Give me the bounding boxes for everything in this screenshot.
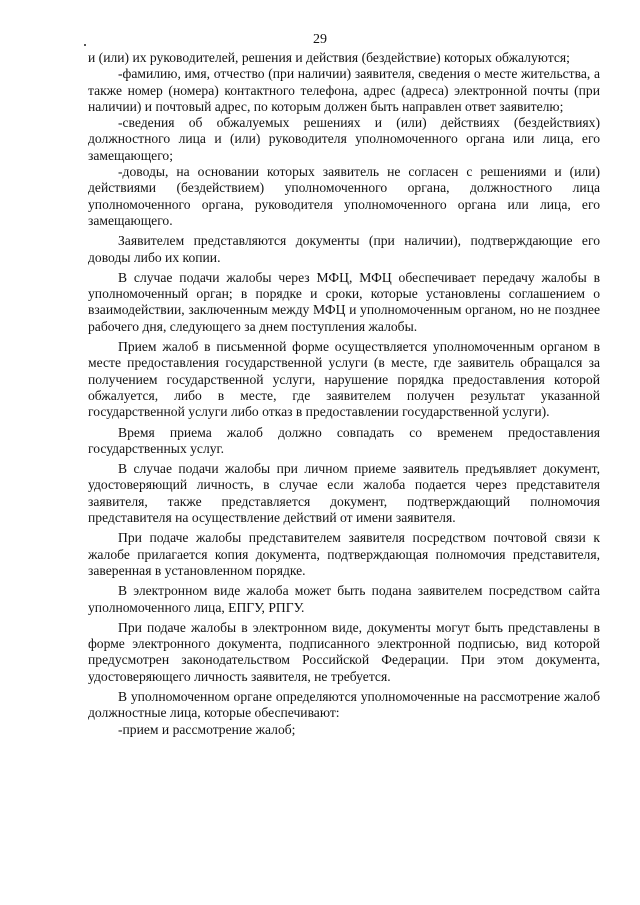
page-number: 29 bbox=[313, 32, 327, 47]
paragraph-arguments: -доводы, на основании которых заявитель не согласен с решениями и (или) действиями (бездействием) уполномоченного органа, должностного лица уполномоченного органа, руководителя уполномоченного органа или лица, его замещающего. bbox=[88, 164, 600, 228]
paragraph-electronic-channels: В электронном виде жалоба может быть подана заявителем посредством сайта уполномоченного лица, ЕПГУ, РПГУ. bbox=[88, 583, 600, 615]
paragraph-continuation: и (или) их руководителей, решения и действия (бездействие) которых обжалуются; bbox=[88, 50, 570, 65]
paragraph-electronic-documents: При подаче жалобы в электронном виде, документы могут быть представлены в форме электронного документа, подписанного электронной подписью, вид которой предусмотрен законодательством Российской Федерации. При этом документа, удостоверяющего личность заявителя, не требуется. bbox=[88, 619, 600, 684]
paragraph-written-form: Прием жалоб в письменной форме осуществляется уполномоченным органом в месте предоставления государственной услуги (в месте, где заявитель обращался за получением государственной услуги, нарушение порядка предоставления которой обжалуется, либо в месте, где заявителем получен результат указанной государственной услуги либо отказ в предоставлении государственной услуги). bbox=[88, 339, 600, 420]
paragraph-reception-time: Время приема жалоб должно совпадать со временем предоставления государственных услуг. bbox=[88, 424, 600, 456]
paragraph-applicant-details: -фамилию, имя, отчество (при наличии) заявителя, сведения о месте жительства, а также номер (номера) контактного телефона, адрес (адреса) электронной почты (при наличии) и почтовый адрес, по которым должен быть направлен ответ заявителю; bbox=[88, 66, 600, 114]
paragraph-mfc-submission: В случае подачи жалобы через МФЦ, МФЦ обеспечивает передачу жалобы в уполномоченный орган; в порядке и сроки, которые установлены соглашением о взаимодействии, заключенным между МФЦ и уполномоченным органом, но не позднее рабочего дня, следующего за днем поступления жалобы. bbox=[88, 269, 600, 334]
paragraph-authorized-officials: В уполномоченном органе определяются уполномоченные на рассмотрение жалоб должностные лица, которые обеспечивают: bbox=[88, 688, 600, 721]
paragraph-appealed-decisions: -сведения об обжалуемых решениях и (или) действиях (бездействиях) должностного лица и (или) руководителя уполномоченного органа или лица, его замещающего; bbox=[88, 115, 600, 163]
scan-mark bbox=[84, 44, 86, 46]
paragraph-postal-submission: При подаче жалобы представителем заявителя посредством почтовой связи к жалобе прилагается копия документа, подтверждающая полномочия представителя, заверенная в установленном порядке. bbox=[88, 530, 600, 578]
paragraph-documents: Заявителем представляются документы (при наличии), подтверждающие его доводы либо их копии. bbox=[88, 233, 600, 265]
paragraph-personal-reception: В случае подачи жалобы при личном приеме заявитель предъявляет документ, удостоверяющий личность, в случае если жалоба подается через представителя заявителя, также представляется документ, подтверждающий полномочия представителя на осуществление действий от имени заявителя. bbox=[88, 461, 600, 526]
document-body bbox=[88, 50, 600, 738]
paragraph-list-item: -прием и рассмотрение жалоб; bbox=[118, 721, 296, 737]
